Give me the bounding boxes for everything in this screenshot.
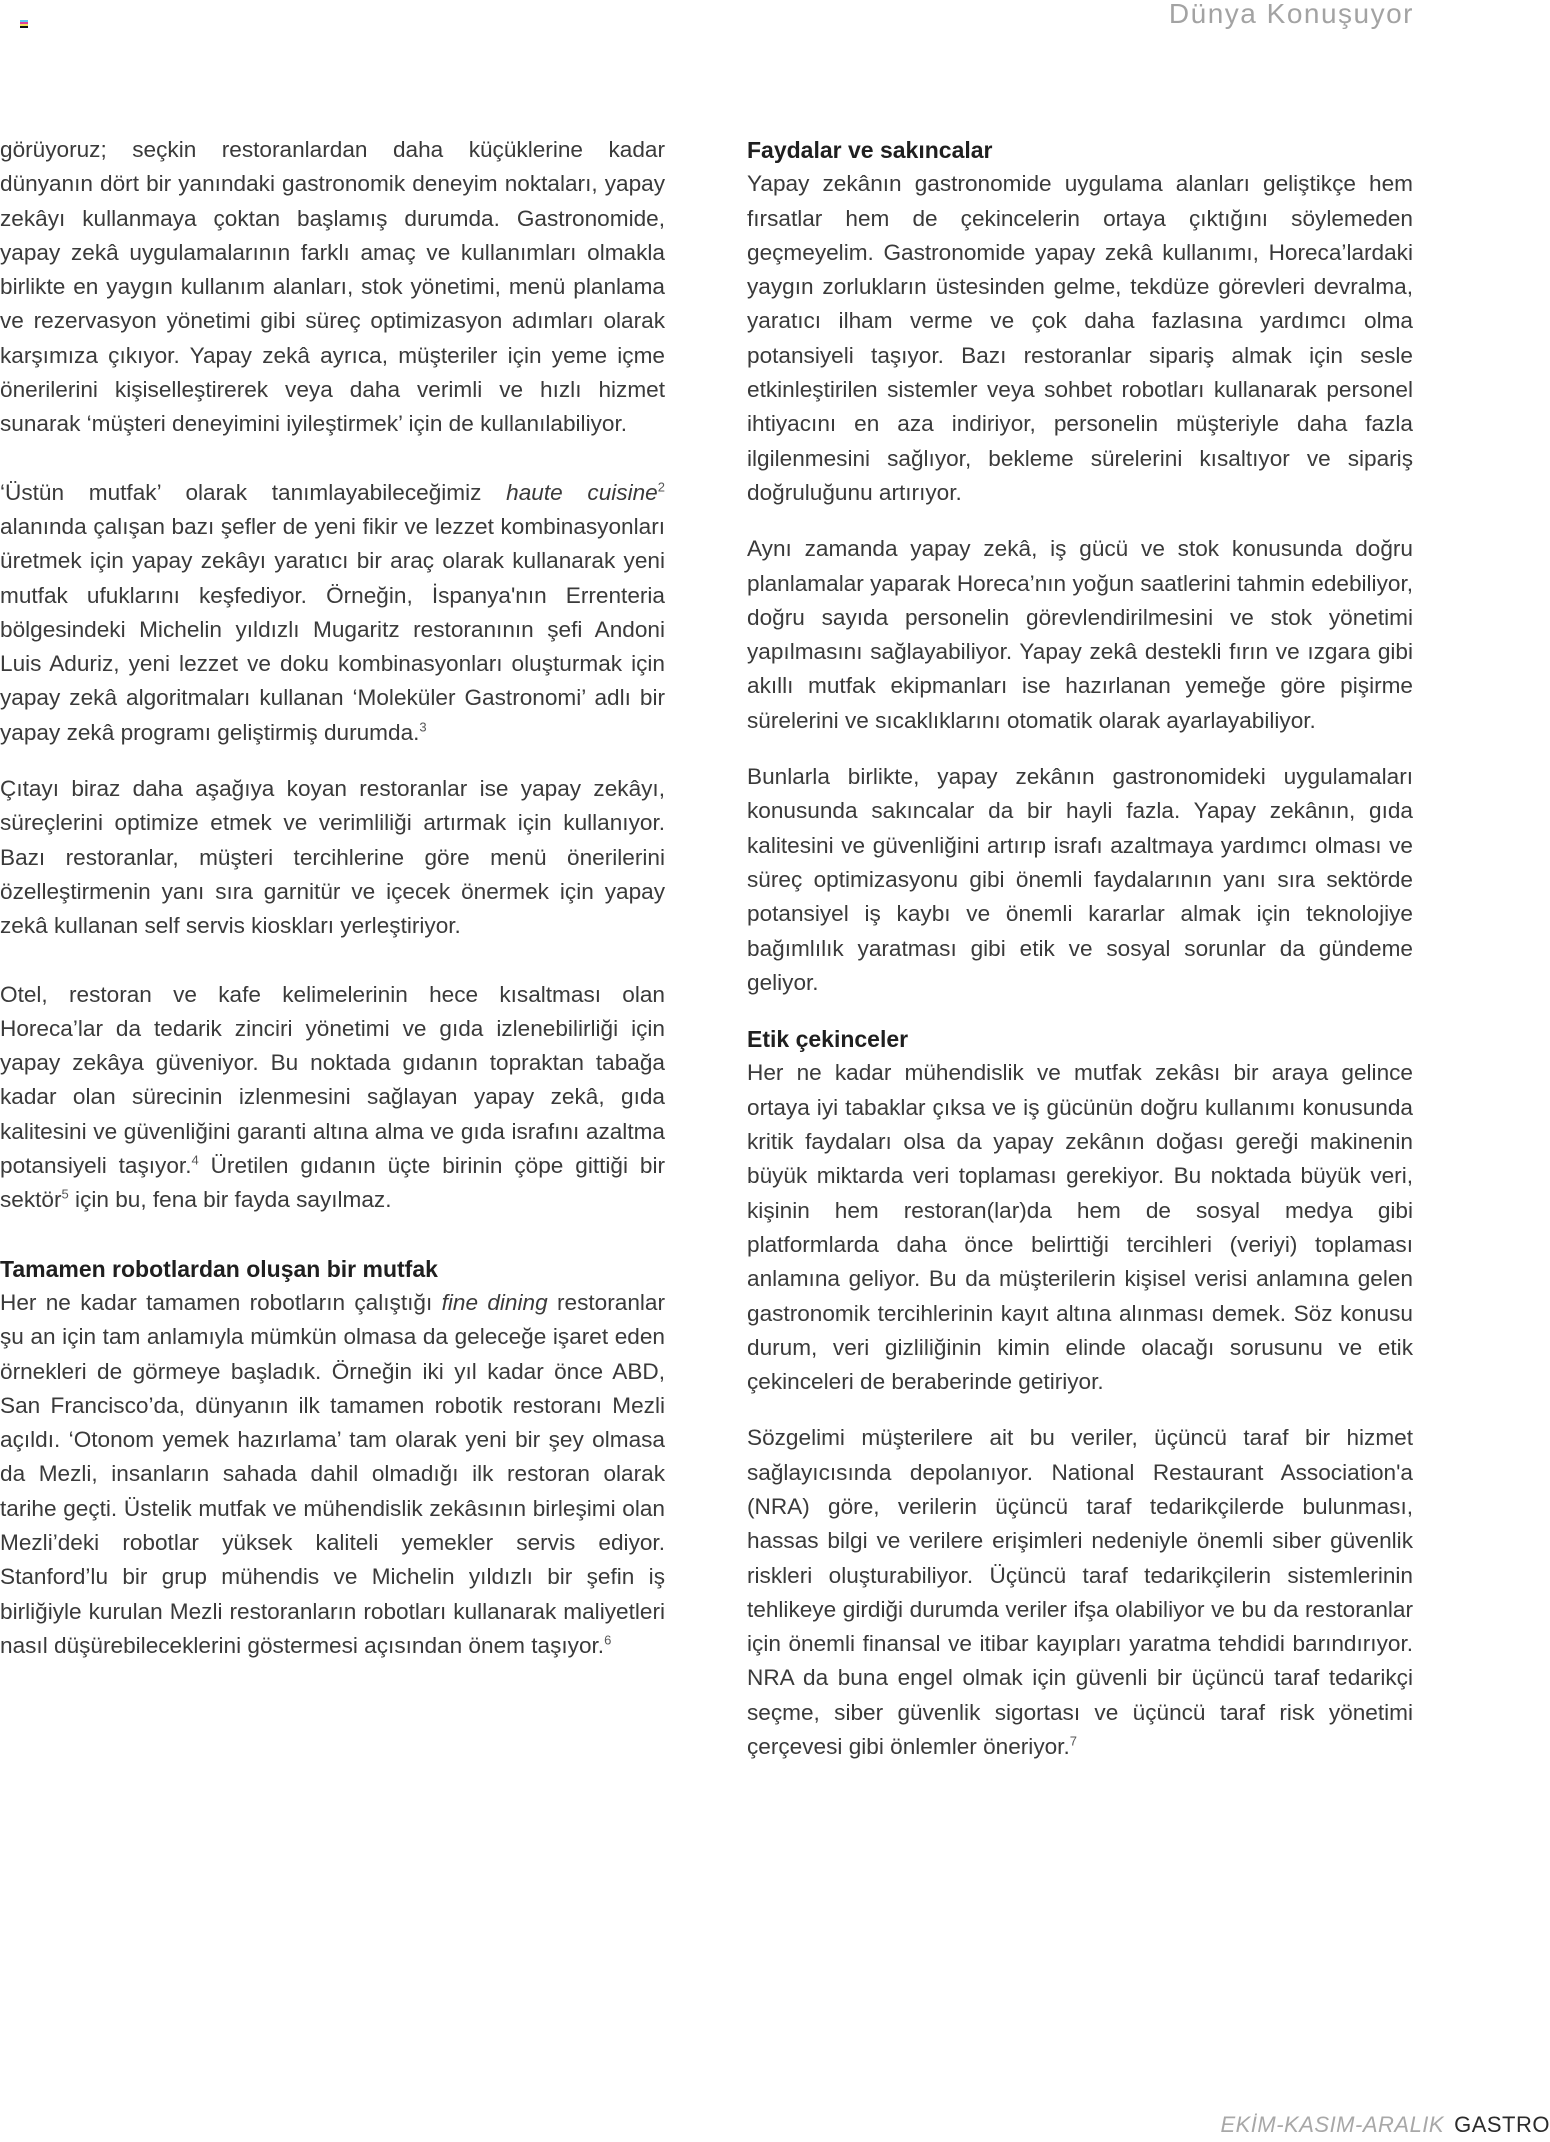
page-footer xyxy=(1220,2112,1550,2138)
paragraph: Bunlarla birlikte, yapay zekânın gastronomideki uygulamaları konusunda sakıncalar da bir hayli fazla. Yapay zekânın, gıda kalitesini ve güvenliğini artırıp israfı azaltmaya yardımcı olması ve süreç optimizasyonu gibi önemli faydalarının yanı sıra sektörde potansiyel iş kaybı ve önemli kararlar almak için teknolojiye bağımlılık yaratması gibi etik ve sosyal sorunlar da gündeme geliyor. xyxy=(747,764,1413,995)
footnote-ref: 3 xyxy=(419,719,427,735)
paragraph: Aynı zamanda yapay zekâ, iş gücü ve stok konusunda doğru planlamalar yaparak Horeca’nın yoğun saatlerini tahmin edebiliyor, doğru sayıda personelin görevlendirilmesini ve stok yönetimi yapılmasını sağlayabiliyor. Yapay zekâ destekli fırın ve ızgara gibi akıllı mutfak ekipmanları ise hazırlanan yemeğe göre pişirme sürelerini ve sıcaklıklarını otomatik olarak ayarlayabiliyor. xyxy=(747,536,1413,733)
text-run: Üretilen gıdanın üçte birinin çöpe gittiği bir sektör xyxy=(0,1153,665,1213)
paragraph xyxy=(747,1421,1413,1764)
footnote-ref: 4 xyxy=(191,1152,199,1168)
section-heading: Tamamen robotlardan oluşan bir mutfak xyxy=(0,1255,438,1282)
italic-term: haute cuisine xyxy=(506,479,658,505)
issue-label: EKİM-KASIM-ARALIK xyxy=(1220,2112,1445,2137)
paragraph xyxy=(0,978,665,1218)
text-run: Sözgelimi müşterilere ait bu veriler, üçüncü taraf bir hizmet sağlayıcısında depolanıyor. National Restaurant Association'a (NRA) göre, verilerin üçüncü taraf tedarikçilerde bulunması, hassas bilgi ve verilere erişimleri nedeniyle önemli siber güvenlik riskleri oluşturabiliyor. Üçüncü taraf tedarikçilerin sistemlerinin tehlikeye girdiği durumda veriler ifşa olabiliyor ve bu da restoranlar için önemli finansal ve itibar kayıpları yaratma tehdidi barındırıyor. NRA da buna engel olmak için güvenli bir üçüncü taraf tedarikçi seçme, siber güvenlik sigortası ve üçüncü taraf risk yönetimi çerçevesi gibi önlemler öneriyor. xyxy=(747,1425,1413,1760)
footnote-ref: 7 xyxy=(1069,1733,1077,1749)
left-column xyxy=(0,133,665,1697)
section-heading: Faydalar ve sakıncalar xyxy=(747,137,993,163)
italic-term: fine dining xyxy=(441,1289,548,1315)
text-run: restoranlar şu an için tam anlamıyla mümkün olmasa da geleceğe işaret eden örnekleri de görmeye başladık. Örneğin iki yıl kadar önce ABD, San Francisco’da, dünyanın ilk tamamen robotik restoranı Mezli açıldı. ‘Otonom yemek hazırlama’ tam olarak yeni bir şey olmasa da Mezli, insanların sahada dahil olmadığı ilk restoran olarak tarihe geçti. Üstelik mutfak ve mühendislik zekâsının birleşimi olan Mezli’deki robotlar yüksek kaliteli yemekler servis ediyor. Stanford’lu bir grup mühendis ve Michelin yıldızlı bir şefin iş birliğiyle kurulan Mezli restoranların robotları kullanarak maliyetleri nasıl düşürebileceklerini göstermesi açısından önem taşıyor. xyxy=(0,1289,665,1658)
text-run: için bu, fena bir fayda sayılmaz. xyxy=(68,1187,392,1213)
text-run: Otel, restoran ve kafe kelimelerinin hece kısaltması olan Horeca’lar da tedarik zinciri yönetimi ve gıda izlenebilirliği için yapay zekâya güveniyor. Bu noktada gıdanın topraktan tabağa kadar olan sürecinin izlenmesini sağlayan yapay zekâ, gıda kalitesini ve güvenliğini garanti altına alma ve gıda israfını azaltma potansiyeli taşıyor. xyxy=(0,981,665,1179)
footnote-ref: 2 xyxy=(657,479,665,495)
paragraph xyxy=(0,1286,665,1663)
paragraph: görüyoruz; seçkin restoranlardan daha küçüklerine kadar dünyanın dört bir yanındaki gastronomik deneyim noktaları, yapay zekâyı kullanmaya çoktan başlamış durumda. Gastronomide, yapay zekâ uygulamalarının farklı amaç ve kullanımları olmakla birlikte en yaygın kullanım alanları, stok yönetimi, menü planlama ve rezervasyon yönetimi gibi süreç optimizasyon adımları olarak karşımıza çıkıyor. Yapay zekâ ayrıca, müşteriler için yeme içme önerilerini kişiselleştirerek veya daha verimli ve hızlı hizmet sunarak ‘müşteri deneyimini iyileştirmek’ için de kullanılabiliyor. xyxy=(0,137,665,437)
right-column xyxy=(747,133,1413,1798)
footnote-ref: 5 xyxy=(61,1186,69,1202)
section-heading: Etik çekinceler xyxy=(747,1026,909,1053)
running-head: Dünya Konuşuyor xyxy=(1168,0,1414,29)
paragraph: Her ne kadar mühendislik ve mutfak zekâsı bir araya gelince ortaya iyi tabaklar çıksa ve iş gücünün doğru kullanımı konusunda kritik faydaları olsa da yapay zekânın doğası gereği makinenin büyük miktarda veri toplaması gerekiyor. Bu noktada büyük veri, kişinin hem restoran(lar)da hem de sosyal medya gibi platformlarda daha önce belirttiği tercihleri (veriyi) toplaması anlamına geliyor. Bu da müşterilerin kişisel verisi anlamına gelen gastronomik tercihlerinin kayıt altına alınması demek. Söz konusu durum, veri gizliliğinin kimin elinde olacağı sorusunu ve etik çekinceleri de beraberinde getiriyor. xyxy=(747,1060,1413,1395)
magazine-name: GASTRO xyxy=(1454,2112,1550,2137)
paragraph xyxy=(0,476,665,750)
footnote-ref: 6 xyxy=(604,1632,612,1648)
text-run: alanında çalışan bazı şefler de yeni fikir ve lezzet kombinasyonları üretmek için yapay zekâyı yaratıcı bir araç olarak kullanarak yeni mutfak ufuklarını keşfediyor. Örneğin, İspanya'nın Errenteria bölgesindeki Michelin yıldızlı Mugaritz restoranının şefi Andoni Luis Aduriz, yeni lezzet ve doku kombinasyonları oluşturmak için yapay zekâ algoritmaları kullanan ‘Moleküler Gastronomi’ adlı bir yapay zekâ programı geliştirmiş durumda. xyxy=(0,513,665,745)
paragraph: Çıtayı biraz daha aşağıya koyan restoranlar ise yapay zekâyı, süreçlerini optimize etmek ve verimliliği artırmak için kullanıyor. Bazı restoranlar, müşteri tercihlerine göre menü önerilerini özelleştirmenin yanı sıra garnitür ve içecek önermek için yapay zekâ kullanan self servis kioskları yerleştiriyor. xyxy=(0,776,665,939)
printer-registration-mark-icon xyxy=(20,20,28,28)
text-run: Her ne kadar tamamen robotların çalıştığı xyxy=(0,1289,442,1315)
paragraph: Yapay zekânın gastronomide uygulama alanları geliştikçe hem fırsatlar hem de çekincelerin ortaya çıktığını söylemeden geçmeyelim. Gastronomide yapay zekâ kullanımı, Horeca’lardaki yaygın zorlukların üstesinden gelme, tekdüze görevleri devralma, yaratıcı ilham verme ve çok daha fazlasına yardımcı olma potansiyeli taşıyor. Bazı restoranlar sipariş almak için sesle etkinleştirilen sistemler veya sohbet robotları kullanarak personel ihtiyacını en aza indiriyor, personelin müşteriyle daha fazla ilgilenmesini sağlıyor, bekleme sürelerini kısaltıyor ve sipariş doğruluğunu artırıyor. xyxy=(747,171,1413,505)
text-run: ‘Üstün mutfak’ olarak tanımlayabileceğimiz xyxy=(0,479,507,505)
